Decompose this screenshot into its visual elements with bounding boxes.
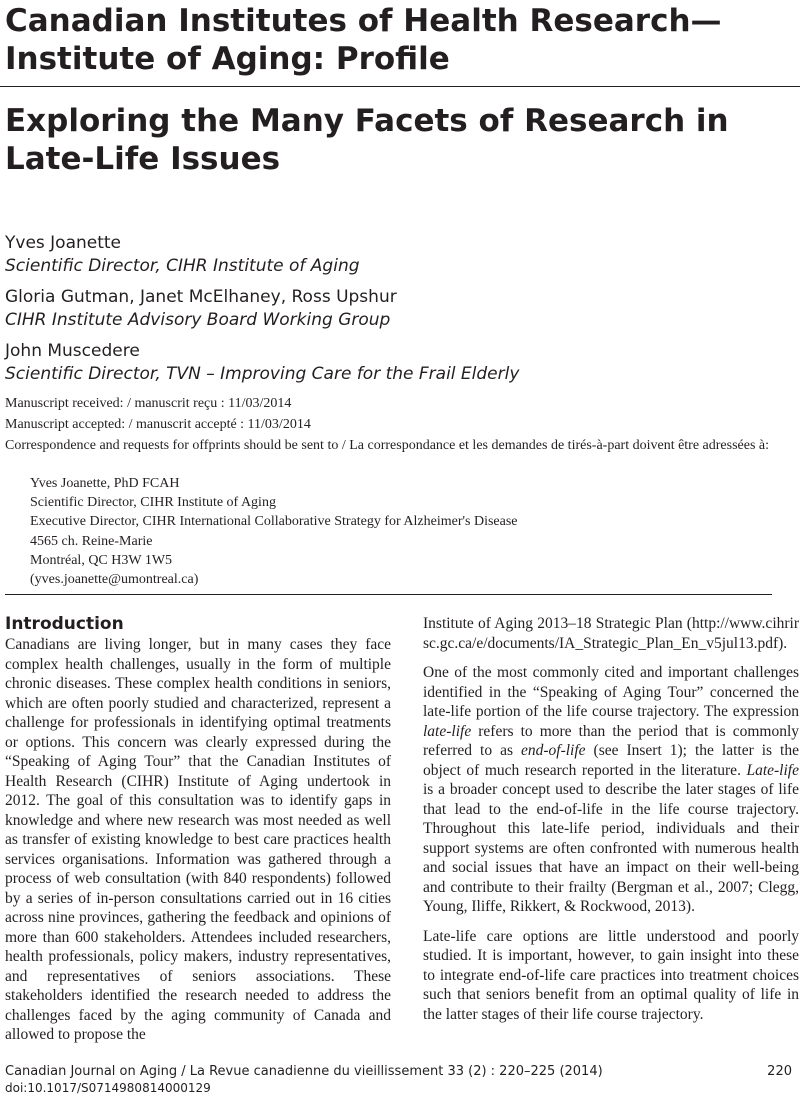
address-divider (5, 594, 772, 595)
address-email[interactable]: (yves.joanette@umontreal.ca) (30, 572, 199, 588)
address-line: Executive Director, CIHR International Collaborative Strategy for Alzheimer's Disease (30, 514, 518, 530)
author-affiliation: Scientific Director, TVN – Improving Care for the Frail Elderly (5, 364, 520, 384)
author-affiliation: CIHR Institute Advisory Board Working Group (5, 310, 391, 330)
section-heading-introduction: Introduction (5, 614, 124, 634)
correspondence-address (30, 474, 770, 589)
body-column-left (5, 614, 391, 1055)
body-paragraph: Canadians are living longer, but in many cases they face complex health challenges, usually in the form of multiple chronic diseases. These complex health conditions in seniors, which are often poorly studied and characterized, represent a challenge for professionals in identifying optimal treatments or options. This concern was clearly expressed during the “Speaking of Aging Tour” that the Canadian Institutes of Health Research (CIHR) Institute of Aging undertook in 2012. The goal of this consultation was to identify gaps in knowledge and where new research was most needed as well as transfer of existing knowledge to best care practices health services organisations. Information was gathered through a process of web consultation (with 840 respondents) followed by a series of in-person consultations carried out in 16 cities across nine provinces, gathering the feedback and opinions of more than 600 stakeholders. Attendees included researchers, health professionals, policy makers, industry representatives, and representatives of seniors associations. These stakeholders identified the research needed to address the challenges faced by the aging community of Canada and allowed to propose the (5, 636, 391, 1043)
footer-doi[interactable]: doi:10.1017/S0714980814000129 (5, 1081, 211, 1095)
footer-journal-citation: Canadian Journal on Aging / La Revue canadienne du vieillissement 33 (2) : 220–225 (2014) (5, 1064, 603, 1079)
address-street: 4565 ch. Reine-Marie (30, 533, 153, 549)
page-number: 220 (767, 1064, 792, 1079)
address-name: Yves Joanette, PhD FCAH (30, 476, 180, 491)
author-name: Gloria Gutman, Janet McElhaney, Ross Upshur (5, 287, 397, 307)
body-column-right (423, 614, 799, 1034)
author-affiliation: Scientific Director, CIHR Institute of Aging (5, 256, 360, 276)
address-line: Scientific Director, CIHR Institute of Aging (30, 495, 276, 511)
header-divider (0, 86, 800, 87)
body-paragraph: Late-life care options are little understood and poorly studied. It is important, however, to gain insight into these to integrate end-of-life care practices into treatment choices such that seniors benefit from an optimal quality of life in the latter stages of their life course trajectory. (423, 927, 799, 1023)
body-paragraph: Institute of Aging 2013–18 Strategic Plan (http://www.cihrirsc.gc.ca/e/documents/IA_Strategic_Plan_En_v5jul13.pdf). (423, 615, 799, 652)
author-name: Yves Joanette (5, 233, 122, 253)
body-paragraph: One of the most commonly cited and important challenges identified in the “Speaking of Aging Tour” concerned the late-life portion of the life course trajectory. The expression late-life refers to more than the period that is commonly referred to as end-of-life (see Insert 1); the latter is the object of much research reported in the literature. Late-life is a broader concept used to describe the later stages of life that lead to the end-of-life in the life course trajectory. Throughout this late-life period, individuals and their support systems are often confronted with numerous health and social issues that have an impact on their well-being and contribute to their frailty (Bergman et al., 2007; Clegg, Young, Iliffe, Rikkert, & Rockwood, 2013). (423, 664, 799, 915)
journal-section-title: Canadian Institutes of Health Research—Institute of Aging: Profile (5, 3, 722, 77)
manuscript-accepted: Manuscript accepted: / manuscrit accepté : 11/03/2014 (5, 417, 311, 432)
strategic-plan-link[interactable]: http://www.cihrirsc.gc.ca/e/documents/IA_Strategic_Plan_En_v5jul13.pdf (423, 615, 799, 652)
manuscript-received: Manuscript received: / manuscrit reçu : 11/03/2014 (5, 396, 292, 411)
correspondence-note: Correspondence and requests for offprints should be sent to / La correspondance et les demandes de tirés-à-part doivent être adressées à: (5, 438, 770, 453)
address-city: Montréal, QC H3W 1W5 (30, 552, 173, 568)
article-title: Exploring the Many Facets of Research in Late-Life Issues (5, 103, 729, 177)
author-name: John Muscedere (5, 341, 140, 361)
